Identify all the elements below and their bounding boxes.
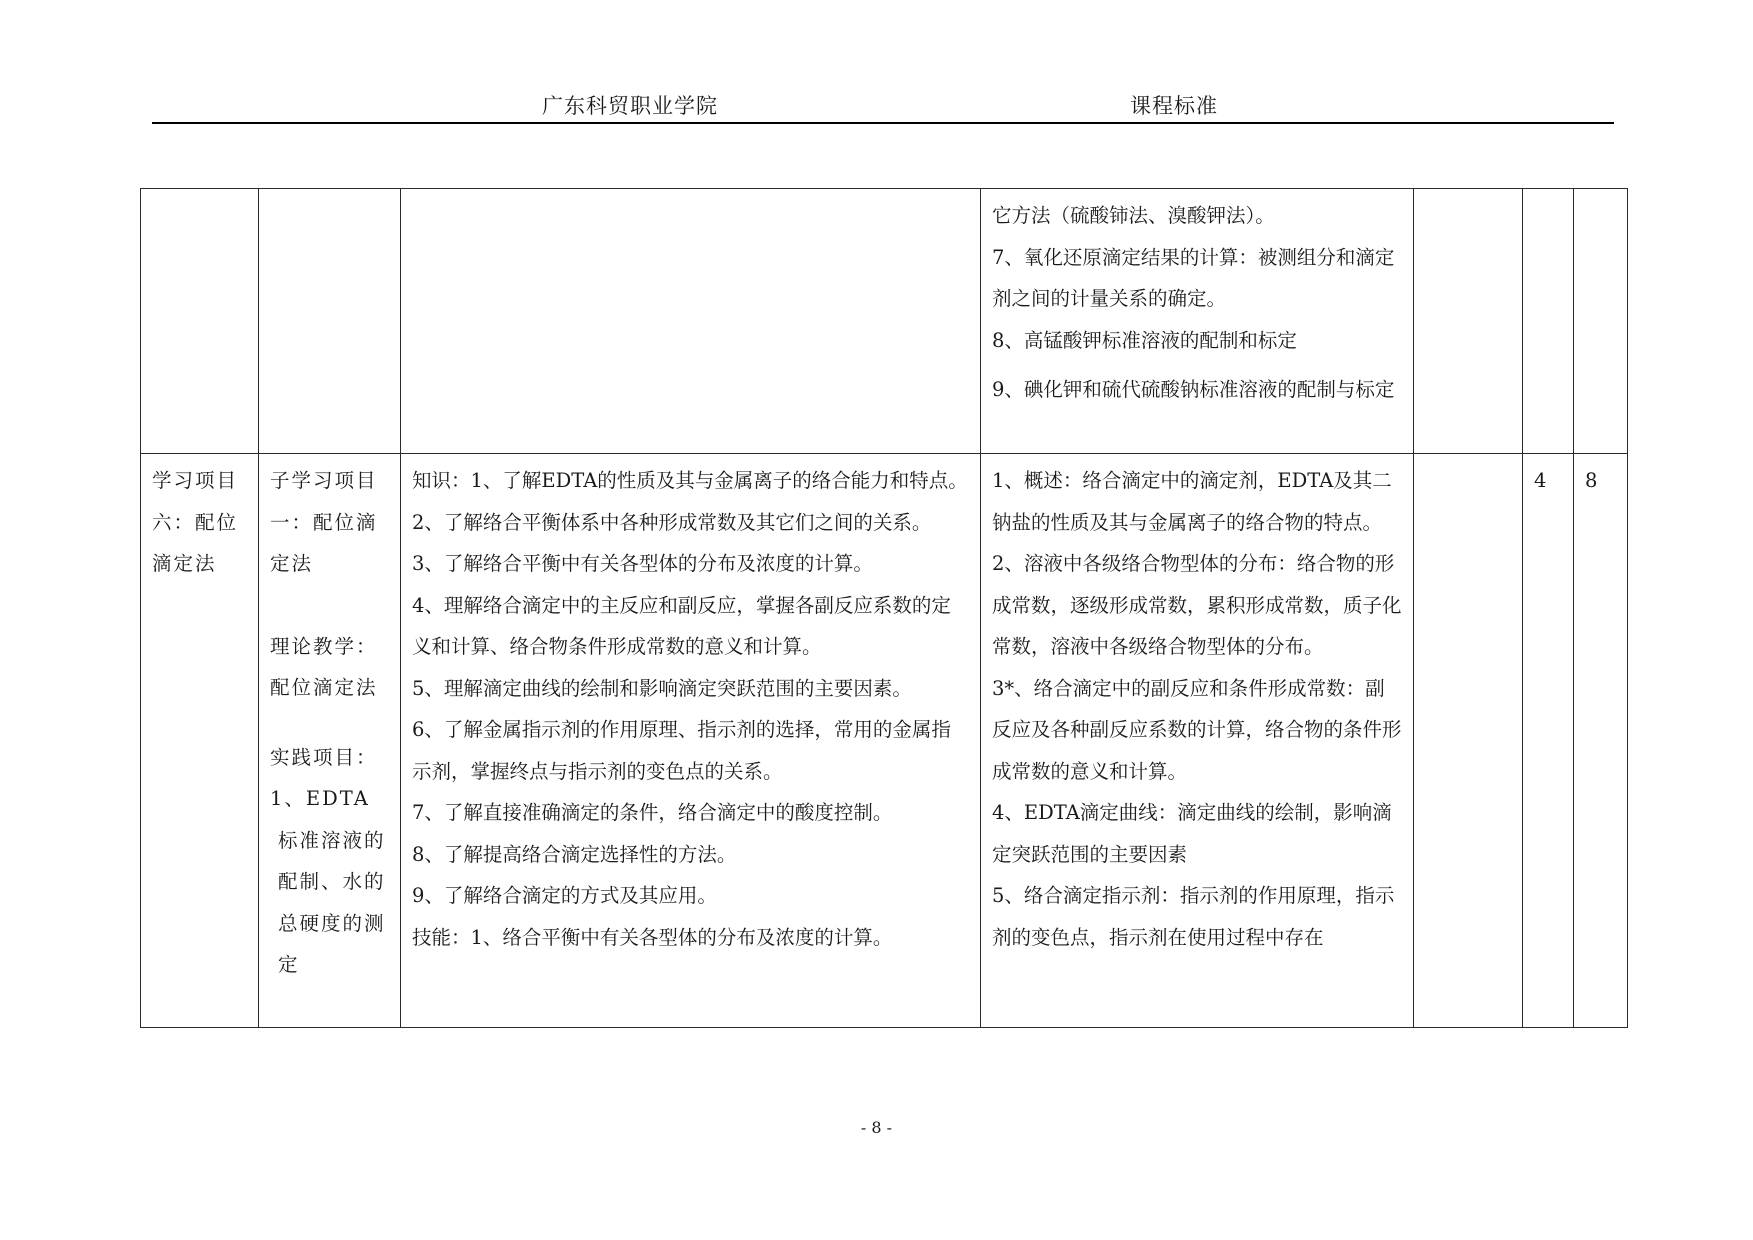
objective-line: 2、了解络合平衡体系中各种形成常数及其它们之间的关系。 [412,510,932,534]
objective-line: 4、理解络合滴定中的主反应和副反应，掌握各副反应系数的定义和计算、络合物条件形成常数的意义和计算。 [412,593,951,658]
content-line: 它方法（硫酸铈法、溴酸钾法）。 [992,204,1275,227]
practice-item: 1、EDTA标准溶液的配制、水的总硬度的测定 [270,787,386,976]
objective-line: 9、了解络合滴定的方式及其应用。 [412,884,717,907]
content-line: 4、EDTA滴定曲线：滴定曲线的绘制，影响滴定突跃范围的主要因素 [992,801,1392,866]
project-cell: 学习项目六：配位滴定法 [141,454,259,1028]
content-line: 3*、络合滴定中的副反应和条件形成常数：副反应及各种副反应系数的计算，络合物的条件形成常数的意义和计算。 [992,676,1402,783]
objective-line: 知识：1、了解EDTA的性质及其与金属离子的络合能力和特点。 [412,469,968,492]
content-line: 5、络合滴定指示剂：指示剂的作用原理，指示剂的变色点，指示剂在使用过程中存在 [992,884,1395,949]
subproject-cell [259,454,401,1028]
theory-teaching: 理论教学：配位滴定法 [270,634,378,699]
col5-cell [1414,454,1523,1028]
objectives-cell [401,454,981,1028]
col6-cell: 4 [1523,454,1574,1028]
subproject-cell [259,189,401,454]
col5-cell [1414,189,1523,454]
objective-line: 3、了解络合平衡中有关各型体的分布及浓度的计算。 [412,552,873,575]
content-line: 7、氧化还原滴定结果的计算：被测组分和滴定剂之间的计量关系的确定。 [992,245,1395,310]
table-row [141,454,1628,1028]
objective-line: 7、了解直接准确滴定的条件，络合滴定中的酸度控制。 [412,801,893,824]
course-standard-table [140,188,1628,1028]
content-line: 2、溶液中各级络合物型体的分布：络合物的形成常数，逐级形成常数，累积形成常数，质子化常数，溶液中各级络合物型体的分布。 [992,552,1402,658]
col7-cell: 8 [1574,454,1628,1028]
objectives-cell [401,189,981,454]
objective-line: 技能：1、络合平衡中有关各型体的分布及浓度的计算。 [412,925,893,949]
table-row [141,189,1628,454]
header-institution: 广东科贸职业学院 [542,94,718,118]
project-cell [141,189,259,454]
col6-cell [1523,189,1574,454]
header-doc-type: 课程标准 [1130,94,1218,118]
objective-line: 5、理解滴定曲线的绘制和影响滴定突跃范围的主要因素。 [412,676,912,700]
subproject-name: 子学习项目一：配位滴定法 [270,469,378,575]
objective-line: 8、了解提高络合滴定选择性的方法。 [412,842,737,866]
col7-cell [1574,189,1628,454]
page-number: - 8 - [860,1118,893,1137]
content-cell [981,454,1414,1028]
content-line: 1、概述：络合滴定中的滴定剂，EDTA及其二钠盐的性质及其与金属离子的络合物的特点。 [992,469,1392,534]
practice-title: 实践项目： [270,745,378,769]
objective-line: 6、了解金属指示剂的作用原理、指示剂的选择，常用的金属指示剂，掌握终点与指示剂的变色点的关系。 [412,718,951,783]
content-line: 9、碘化钾和硫代硫酸钠标准溶液的配制与标定 [992,378,1395,401]
page-header [152,84,1614,124]
content-cell [981,189,1414,454]
content-line: 8、高锰酸钾标准溶液的配制和标定 [992,328,1297,352]
